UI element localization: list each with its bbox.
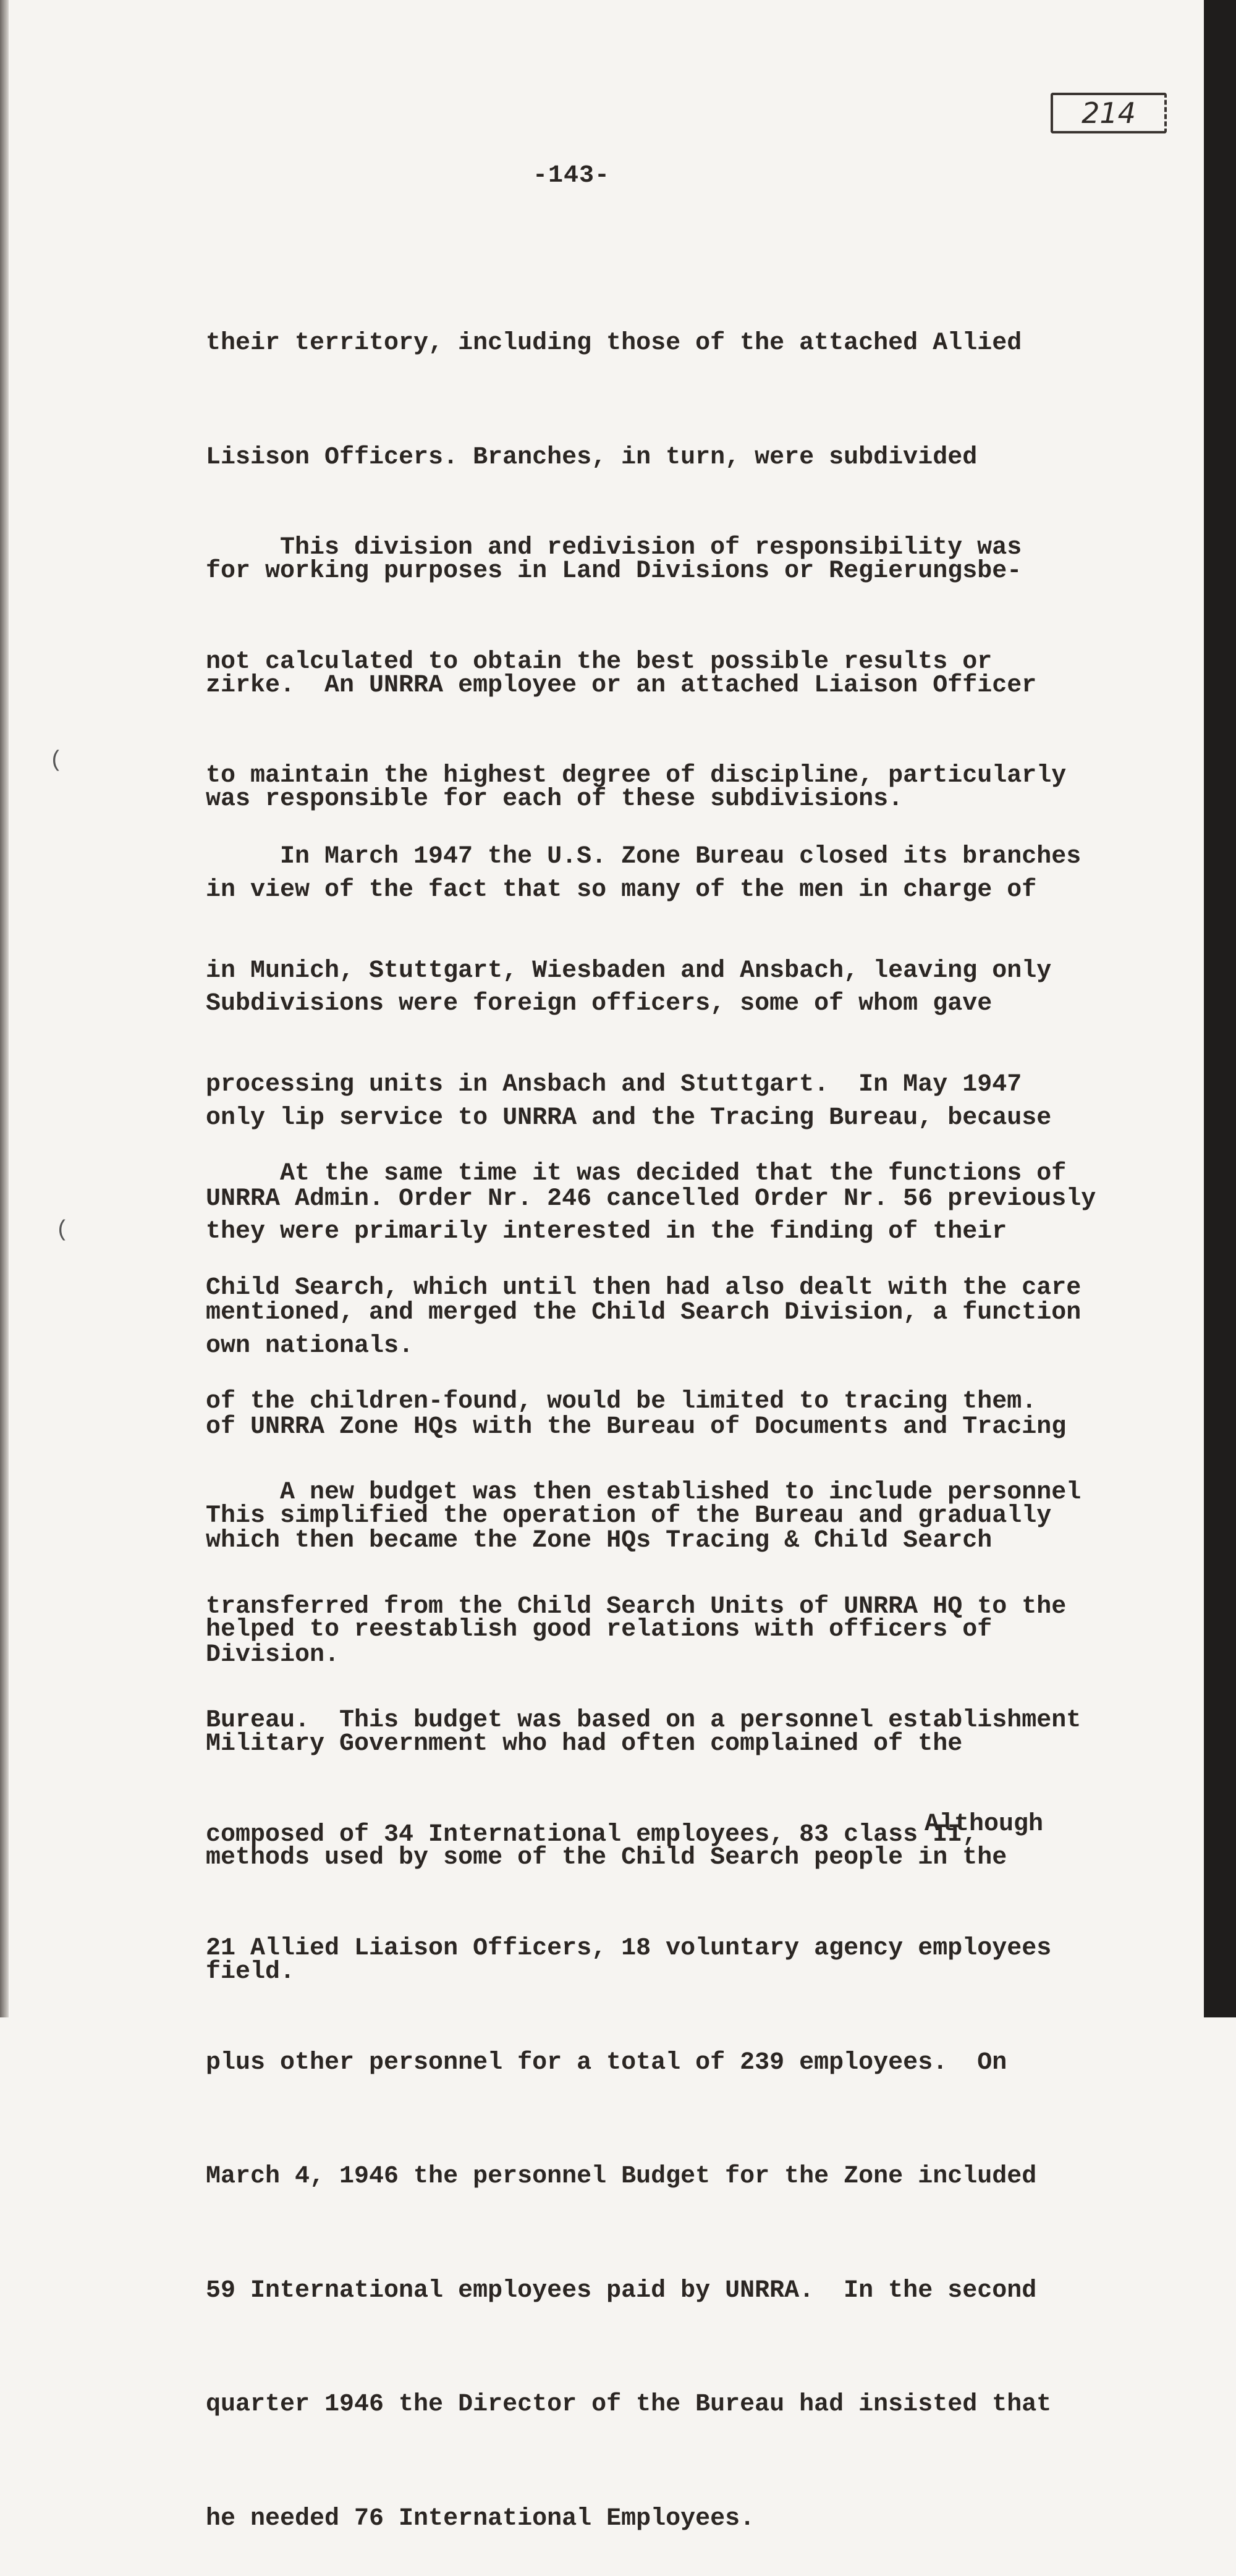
text-line: was responsible for each of these subdivisions. [206, 785, 904, 813]
text-line: This division and redivision of responsibility was [280, 534, 1022, 562]
text-line: quarter 1946 the Director of the Bureau had insisted that [206, 2391, 1052, 2418]
text-line: of UNRRA Zone HQs with the Bureau of Documents and Tracing [206, 1413, 1067, 1441]
text-line: A new budget was then established to include personnel [280, 1479, 1082, 1506]
text-line: Division. [206, 1641, 340, 1669]
text-line: Child Search, which until then had also dealt with the care [206, 1273, 1082, 1302]
text-line: in Munich, Stuttgart, Wiesbaden and Ansbach, leaving only [206, 956, 1052, 985]
text-line: for working purposes in Land Divisions or Regierungsbe- [206, 557, 1022, 585]
text-line: mentioned, and merged the Child Search Division, a function [206, 1299, 1082, 1327]
text-line: composed of 34 International employees, 83 class II, [206, 1820, 978, 1849]
text-line: Subdivisions were foreign officers, some of whom gave [206, 990, 993, 1018]
text-line: zirke. An UNRRA employee or an attached Liaison Officer [206, 671, 1037, 699]
text-line: transferred from the Child Search Units of UNRRA HQ to the [206, 1592, 1067, 1621]
catchword: Although [925, 1810, 1044, 1838]
text-line: not calculated to obtain the best possible results or [206, 648, 993, 676]
text-line: 59 International employees paid by UNRRA. In the second [206, 2276, 1037, 2305]
text-line: plus other personnel for a total of 239 employees. On [206, 2048, 1007, 2077]
text-line: In March 1947 the U.S. Zone Bureau closed its branches [280, 843, 1082, 871]
scan-right-edge [1204, 0, 1236, 2017]
text-line: Military Government who had often complained of the [206, 1729, 963, 1758]
text-line: they were primarily interested in the finding of their [206, 1218, 1007, 1246]
text-line: field. [206, 1957, 295, 1986]
paragraph-5 [206, 1398, 1081, 2576]
text-line: to maintain the highest degree of discipline, particularly [206, 762, 1067, 790]
text-line: own nationals. [206, 1332, 414, 1360]
text-line: This simplified the operation of the Bureau and gradually [206, 1501, 1052, 1530]
text-line: he needed 76 International Employees. [206, 2504, 755, 2533]
text-line: in view of the fact that so many of the men in charge of [206, 876, 1037, 904]
archive-page-stamp: 214 [1051, 93, 1167, 133]
text-line: Bureau. This budget was based on a personnel establishment [206, 1707, 1082, 1734]
text-line: 21 Allied Liaison Officers, 18 voluntary agency employees [206, 1935, 1052, 1962]
text-line: At the same time it was decided that the functions of [280, 1160, 1067, 1188]
punch-hole-mark: ( [49, 748, 63, 773]
text-line: helped to reestablish good relations with officers of [206, 1616, 993, 1644]
page-number: -143- [533, 162, 611, 190]
text-line: March 4, 1946 the personnel Budget for the Zone included [206, 2163, 1037, 2190]
text-line: processing units in Ansbach and Stuttgart. In May 1947 [206, 1071, 1022, 1099]
text-line: which then became the Zone HQs Tracing & Child Search [206, 1527, 993, 1555]
text-line: methods used by some of the Child Search people in the [206, 1844, 1007, 1872]
text-line: of the children-found, would be limited to tracing them. [206, 1388, 1037, 1416]
text-line: UNRRA Admin. Order Nr. 246 cancelled Order Nr. 56 previously [206, 1185, 1096, 1213]
text-line: Lisison Officers. Branches, in turn, were subdivided [206, 443, 978, 471]
text-line: their territory, including those of the attached Allied [206, 329, 1022, 357]
text-line: only lip service to UNRRA and the Tracing Bureau, because [206, 1104, 1052, 1132]
punch-hole-mark: ( [56, 1217, 69, 1243]
scan-left-edge [0, 0, 9, 2017]
